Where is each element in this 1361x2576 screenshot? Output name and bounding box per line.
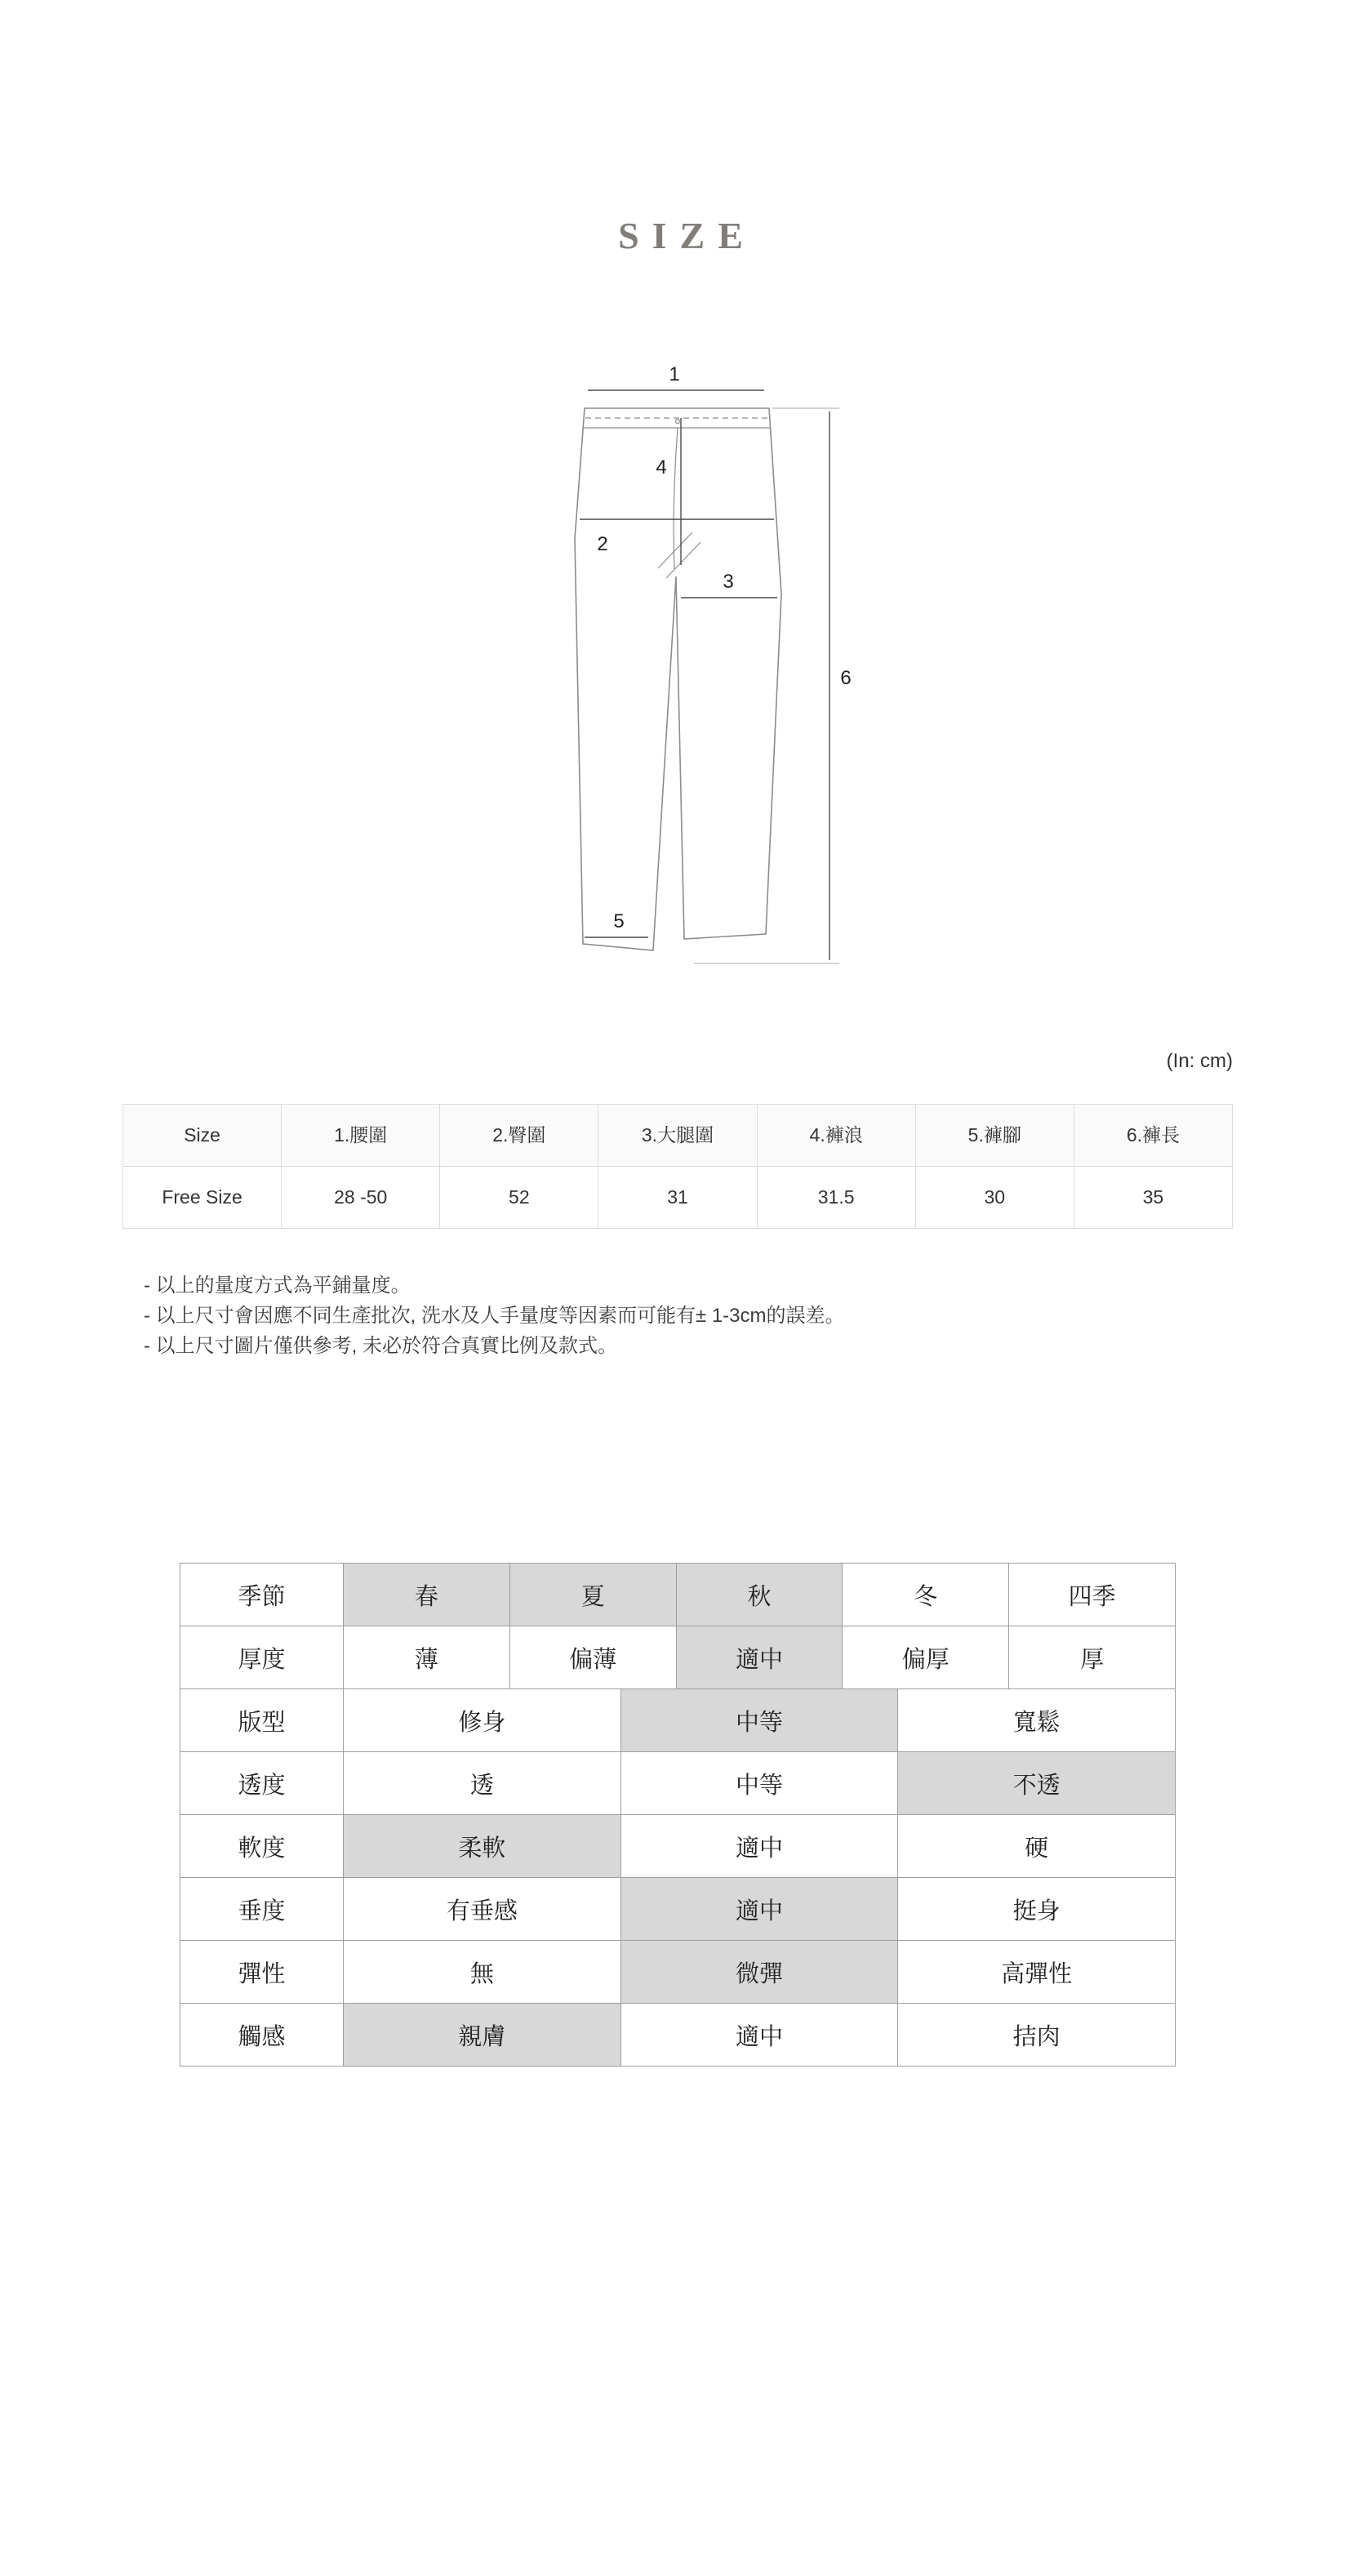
attribute-row <box>180 1878 1176 1941</box>
attribute-option: 夏 <box>510 1564 677 1626</box>
attribute-option: 偏厚 <box>843 1626 1009 1689</box>
attribute-option: 適中 <box>621 1815 899 1878</box>
attribute-option: 春 <box>344 1564 510 1626</box>
attribute-row <box>180 2004 1176 2067</box>
attribute-row-label: 彈性 <box>180 1941 344 2004</box>
attribute-option: 透 <box>344 1752 621 1815</box>
attribute-option: 有垂感 <box>344 1878 621 1941</box>
attribute-option: 拮肉 <box>898 2004 1176 2067</box>
size-table-header-cell: 4.褲浪 <box>758 1105 916 1167</box>
attribute-option: 秋 <box>677 1564 843 1626</box>
attribute-row <box>180 1941 1176 2004</box>
size-notes <box>144 1270 845 1361</box>
attribute-table <box>180 1563 1176 2067</box>
attribute-row-label: 透度 <box>180 1752 344 1815</box>
attribute-row <box>180 1689 1176 1752</box>
attribute-option: 寬鬆 <box>898 1689 1176 1752</box>
size-table-row <box>123 1167 1233 1229</box>
attribute-row-label: 版型 <box>180 1689 344 1752</box>
attribute-option: 厚 <box>1009 1626 1176 1689</box>
attribute-option: 中等 <box>621 1689 899 1752</box>
attribute-row-label: 觸感 <box>180 2004 344 2067</box>
measure-label-4: 4 <box>656 456 667 478</box>
size-table-header-row <box>123 1105 1233 1167</box>
attribute-option: 高彈性 <box>898 1941 1176 2004</box>
note-line: - 以上尺寸會因應不同生產批次, 洗水及人手量度等因素而可能有± 1-3cm的誤差。 <box>144 1305 845 1327</box>
unit-label: (In: cm) <box>1166 1050 1233 1072</box>
size-table-cell: 31 <box>598 1167 757 1229</box>
size-table <box>122 1104 1233 1229</box>
size-table-header-cell: 2.臀圍 <box>440 1105 598 1167</box>
page-title: SIZE <box>618 215 756 256</box>
measure-label-6: 6 <box>840 667 852 689</box>
note-line: - 以上尺寸圖片僅供參考, 未必於符合真實比例及款式。 <box>144 1335 617 1357</box>
attribute-option: 適中 <box>621 1878 899 1941</box>
attribute-row-label: 厚度 <box>180 1626 344 1689</box>
attribute-row-label: 季節 <box>180 1564 344 1626</box>
attribute-row <box>180 1626 1176 1689</box>
note-line: - 以上的量度方式為平鋪量度。 <box>144 1275 411 1297</box>
attribute-option: 無 <box>344 1941 621 2004</box>
size-table-header-cell: Size <box>123 1105 282 1167</box>
measurement-arrows <box>580 390 829 960</box>
size-table-cell: 35 <box>1074 1167 1233 1229</box>
measure-label-2: 2 <box>597 533 608 555</box>
attribute-option: 四季 <box>1009 1564 1176 1626</box>
attribute-option: 修身 <box>344 1689 621 1752</box>
attribute-option: 適中 <box>621 2004 899 2067</box>
attribute-row <box>180 1752 1176 1815</box>
attribute-row-label: 軟度 <box>180 1815 344 1878</box>
measure-label-3: 3 <box>723 571 734 593</box>
attribute-option: 硬 <box>898 1815 1176 1878</box>
guide-lines <box>694 408 839 963</box>
size-table-header-cell: 6.褲長 <box>1074 1105 1233 1167</box>
attribute-option: 薄 <box>344 1626 510 1689</box>
size-table-cell: 31.5 <box>758 1167 916 1229</box>
measure-label-1: 1 <box>669 363 680 385</box>
attribute-option: 中等 <box>621 1752 899 1815</box>
size-table-header-cell: 1.腰圍 <box>282 1105 440 1167</box>
attribute-option: 親膚 <box>344 2004 621 2067</box>
pants-measurement-diagram <box>555 359 882 988</box>
size-table-cell: 30 <box>916 1167 1074 1229</box>
attribute-option: 挺身 <box>898 1878 1176 1941</box>
attribute-option: 不透 <box>898 1752 1176 1815</box>
attribute-row-label: 垂度 <box>180 1878 344 1941</box>
measure-label-5: 5 <box>613 910 625 932</box>
attribute-option: 適中 <box>677 1626 843 1689</box>
attribute-option: 微彈 <box>621 1941 899 2004</box>
attribute-option: 偏薄 <box>510 1626 677 1689</box>
size-table-header-cell: 3.大腿圍 <box>598 1105 757 1167</box>
size-table-cell: Free Size <box>123 1167 282 1229</box>
pants-outline-icon <box>575 408 781 950</box>
attribute-row <box>180 1564 1176 1626</box>
attribute-option: 柔軟 <box>344 1815 621 1878</box>
attribute-option: 冬 <box>843 1564 1009 1626</box>
size-table-cell: 52 <box>440 1167 598 1229</box>
size-table-cell: 28 -50 <box>282 1167 440 1229</box>
attribute-row <box>180 1815 1176 1878</box>
size-table-header-cell: 5.褲腳 <box>916 1105 1074 1167</box>
